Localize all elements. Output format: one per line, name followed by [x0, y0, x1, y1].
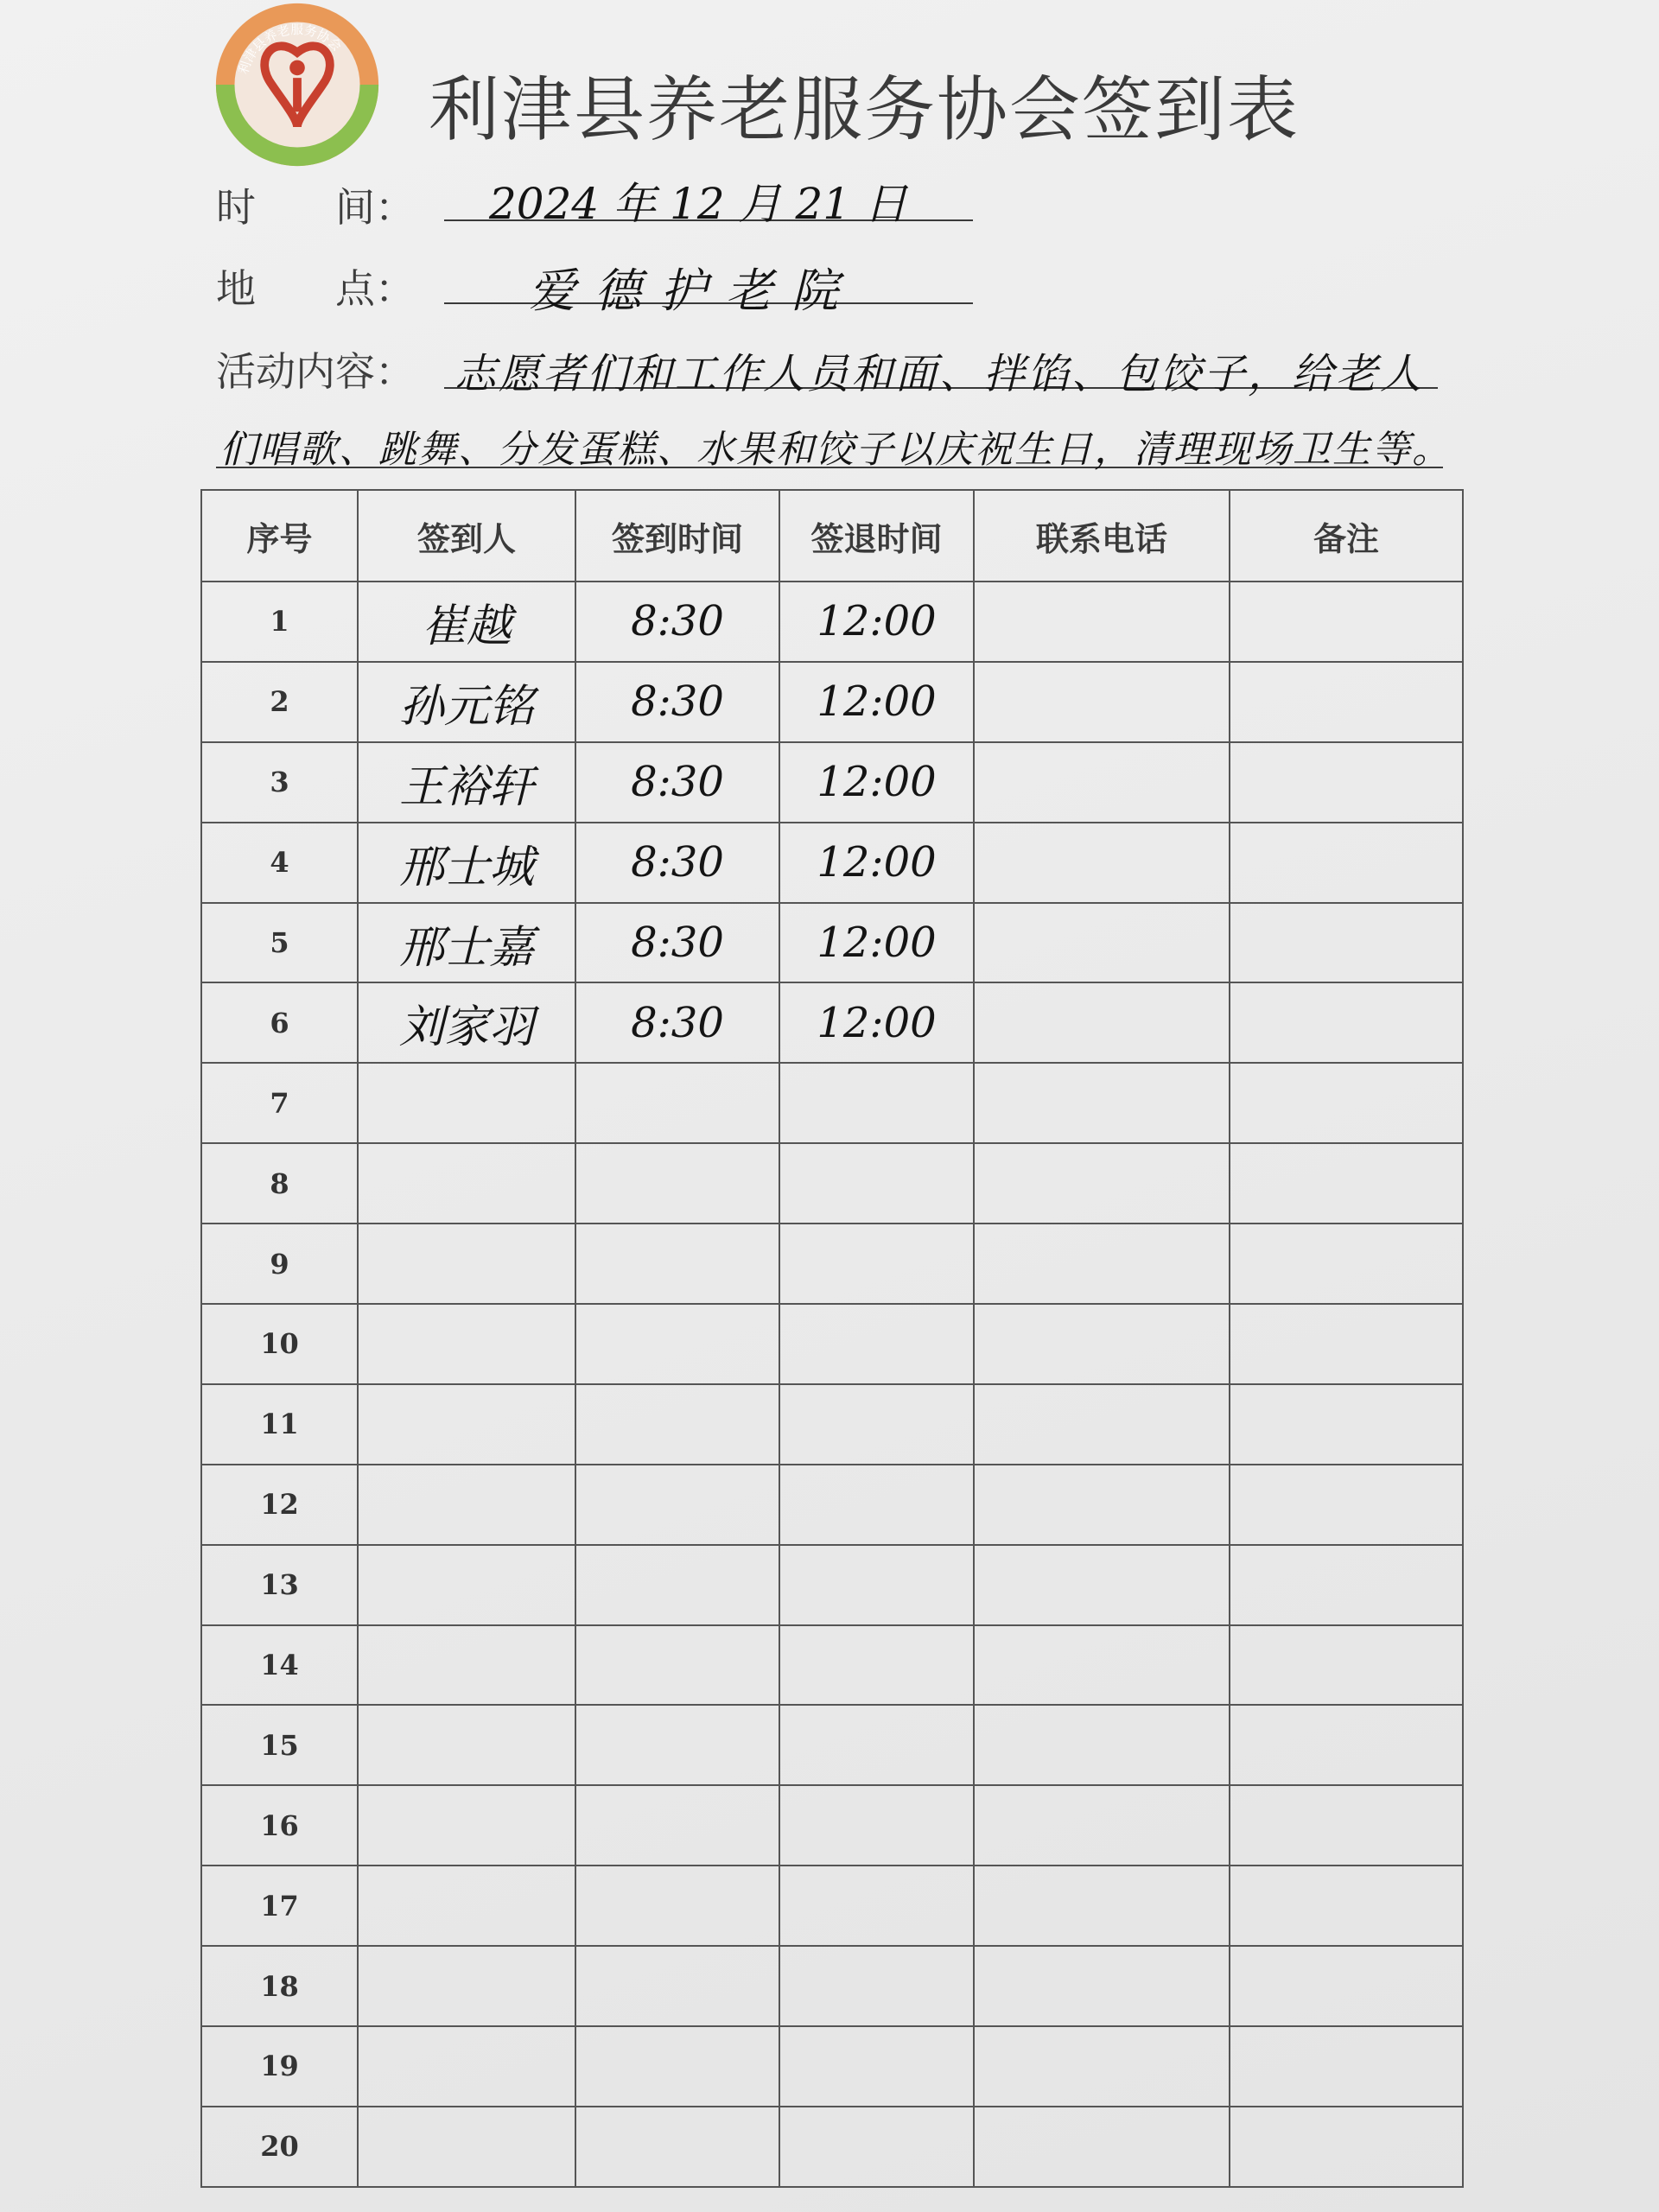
checkin-time: 8:30 — [575, 742, 779, 823]
checkout-time — [779, 1304, 974, 1384]
signer-name — [358, 1545, 575, 1625]
phone-cell — [974, 1224, 1230, 1304]
phone-cell — [974, 1946, 1230, 2026]
note-cell — [1230, 2107, 1463, 2187]
signer-name: 孙元铭 — [358, 662, 575, 742]
phone-cell — [974, 1785, 1230, 1866]
checkin-time — [575, 1224, 779, 1304]
row-number: 11 — [201, 1384, 358, 1465]
signer-name — [358, 1143, 575, 1224]
note-cell — [1230, 582, 1463, 662]
table-row — [201, 1946, 1463, 2026]
table-row — [201, 903, 1463, 983]
checkin-time: 8:30 — [575, 582, 779, 662]
checkout-time — [779, 1785, 974, 1866]
activity-label: 活动内容： — [216, 348, 415, 395]
checkout-time: 12:00 — [779, 982, 974, 1063]
checkout-time: 12:00 — [779, 903, 974, 983]
table-row — [201, 582, 1463, 662]
note-cell — [1230, 1785, 1463, 1866]
checkin-time — [575, 1946, 779, 2026]
row-number: 8 — [201, 1143, 358, 1224]
phone-cell — [974, 2026, 1230, 2107]
phone-cell — [974, 1143, 1230, 1224]
signer-name — [358, 1785, 575, 1866]
place-value: 爱德护老院 — [529, 264, 857, 318]
signer-name — [358, 1625, 575, 1706]
row-number: 2 — [201, 662, 358, 742]
checkin-time — [575, 1384, 779, 1465]
checkout-time — [779, 1063, 974, 1143]
checkin-time — [575, 1063, 779, 1143]
table-row — [201, 1224, 1463, 1304]
table-row — [201, 1063, 1463, 1143]
note-cell — [1230, 1866, 1463, 1946]
note-cell — [1230, 742, 1463, 823]
table-header-row — [201, 490, 1463, 582]
table-row — [201, 1705, 1463, 1785]
signer-name — [358, 1946, 575, 2026]
phone-cell — [974, 1063, 1230, 1143]
row-number: 18 — [201, 1946, 358, 2026]
time-value: 2024 年 12 月 21 日 — [489, 179, 907, 229]
phone-cell — [974, 1384, 1230, 1465]
checkin-time: 8:30 — [575, 903, 779, 983]
signer-name: 邢士城 — [358, 823, 575, 903]
table-row — [201, 662, 1463, 742]
checkout-time: 12:00 — [779, 662, 974, 742]
signer-name: 王裕轩 — [358, 742, 575, 823]
checkout-time: 12:00 — [779, 742, 974, 823]
signer-name — [358, 1384, 575, 1465]
svg-text:利津县养老服务协会: 利津县养老服务协会 — [236, 22, 345, 77]
table-row — [201, 1304, 1463, 1384]
checkin-time — [575, 1866, 779, 1946]
note-cell — [1230, 1545, 1463, 1625]
header-checkout-time: 签退时间 — [779, 490, 974, 582]
phone-cell — [974, 1304, 1230, 1384]
table-row — [201, 1384, 1463, 1465]
row-number: 5 — [201, 903, 358, 983]
checkout-time — [779, 1143, 974, 1224]
table-row — [201, 1625, 1463, 1706]
phone-cell — [974, 1625, 1230, 1706]
row-number: 16 — [201, 1785, 358, 1866]
checkin-time — [575, 1143, 779, 1224]
row-number: 15 — [201, 1705, 358, 1785]
signer-name — [358, 1304, 575, 1384]
table-row — [201, 2026, 1463, 2107]
table-row — [201, 1465, 1463, 1545]
table-row — [201, 742, 1463, 823]
checkout-time — [779, 1545, 974, 1625]
table-row — [201, 823, 1463, 903]
row-number: 7 — [201, 1063, 358, 1143]
row-number: 9 — [201, 1224, 358, 1304]
page-title: 利津县养老服务协会签到表 — [429, 69, 1300, 151]
table-row — [201, 1785, 1463, 1866]
note-cell — [1230, 2026, 1463, 2107]
checkout-time — [779, 1384, 974, 1465]
signer-name: 邢士嘉 — [358, 903, 575, 983]
phone-cell — [974, 1465, 1230, 1545]
place-label: 地 点： — [216, 265, 415, 312]
checkin-time — [575, 2107, 779, 2187]
note-cell — [1230, 662, 1463, 742]
header-number: 序号 — [201, 490, 358, 582]
table-row — [201, 982, 1463, 1063]
header-phone: 联系电话 — [974, 490, 1230, 582]
row-number: 12 — [201, 1465, 358, 1545]
phone-cell — [974, 1866, 1230, 1946]
row-number: 4 — [201, 823, 358, 903]
checkin-time — [575, 1545, 779, 1625]
row-number: 19 — [201, 2026, 358, 2107]
checkin-time — [575, 1785, 779, 1866]
table-row — [201, 1866, 1463, 1946]
note-cell — [1230, 1705, 1463, 1785]
time-label: 时 间： — [216, 184, 415, 231]
checkout-time — [779, 1946, 974, 2026]
checkout-time — [779, 1224, 974, 1304]
phone-cell — [974, 1705, 1230, 1785]
signer-name — [358, 2026, 575, 2107]
signer-name — [358, 2107, 575, 2187]
checkout-time — [779, 2107, 974, 2187]
checkout-time: 12:00 — [779, 582, 974, 662]
row-number: 6 — [201, 982, 358, 1063]
note-cell — [1230, 982, 1463, 1063]
note-cell — [1230, 1143, 1463, 1224]
header-note: 备注 — [1230, 490, 1463, 582]
activity-line-2: 们唱歌、跳舞、分发蛋糕、水果和饺子以庆祝生日，清理现场卫生等。 — [219, 428, 1452, 472]
phone-cell — [974, 823, 1230, 903]
checkin-time — [575, 1304, 779, 1384]
row-number: 10 — [201, 1304, 358, 1384]
checkout-time — [779, 1465, 974, 1545]
checkin-time: 8:30 — [575, 823, 779, 903]
phone-cell — [974, 903, 1230, 983]
phone-cell — [974, 662, 1230, 742]
checkin-time — [575, 1465, 779, 1545]
row-number: 1 — [201, 582, 358, 662]
phone-cell — [974, 742, 1230, 823]
signer-name: 崔越 — [358, 582, 575, 662]
checkout-time — [779, 1705, 974, 1785]
table-row — [201, 2107, 1463, 2187]
table-row — [201, 1545, 1463, 1625]
note-cell — [1230, 1625, 1463, 1706]
signer-name — [358, 1063, 575, 1143]
note-cell — [1230, 1465, 1463, 1545]
checkout-time — [779, 2026, 974, 2107]
signer-name — [358, 1224, 575, 1304]
row-number: 20 — [201, 2107, 358, 2187]
sign-in-table — [200, 489, 1464, 2188]
note-cell — [1230, 1946, 1463, 2026]
phone-cell — [974, 2107, 1230, 2187]
signer-name: 刘家羽 — [358, 982, 575, 1063]
note-cell — [1230, 903, 1463, 983]
table-row — [201, 1143, 1463, 1224]
signer-name — [358, 1866, 575, 1946]
note-cell — [1230, 1063, 1463, 1143]
phone-cell — [974, 582, 1230, 662]
checkout-time — [779, 1625, 974, 1706]
activity-line-1: 志愿者们和工作人员和面、拌馅、包饺子，给老人 — [454, 350, 1425, 398]
note-cell — [1230, 1224, 1463, 1304]
header-checkin-time: 签到时间 — [575, 490, 779, 582]
row-number: 3 — [201, 742, 358, 823]
row-number: 17 — [201, 1866, 358, 1946]
phone-cell — [974, 1545, 1230, 1625]
checkout-time — [779, 1866, 974, 1946]
note-cell — [1230, 1304, 1463, 1384]
row-number: 14 — [201, 1625, 358, 1706]
checkin-time — [575, 1625, 779, 1706]
signer-name — [358, 1465, 575, 1545]
checkout-time: 12:00 — [779, 823, 974, 903]
checkin-time — [575, 1705, 779, 1785]
row-number: 13 — [201, 1545, 358, 1625]
note-cell — [1230, 823, 1463, 903]
checkin-time: 8:30 — [575, 982, 779, 1063]
signer-name — [358, 1705, 575, 1785]
note-cell — [1230, 1384, 1463, 1465]
phone-cell — [974, 982, 1230, 1063]
checkin-time — [575, 2026, 779, 2107]
checkin-time: 8:30 — [575, 662, 779, 742]
header-signer: 签到人 — [358, 490, 575, 582]
association-logo — [213, 0, 382, 169]
